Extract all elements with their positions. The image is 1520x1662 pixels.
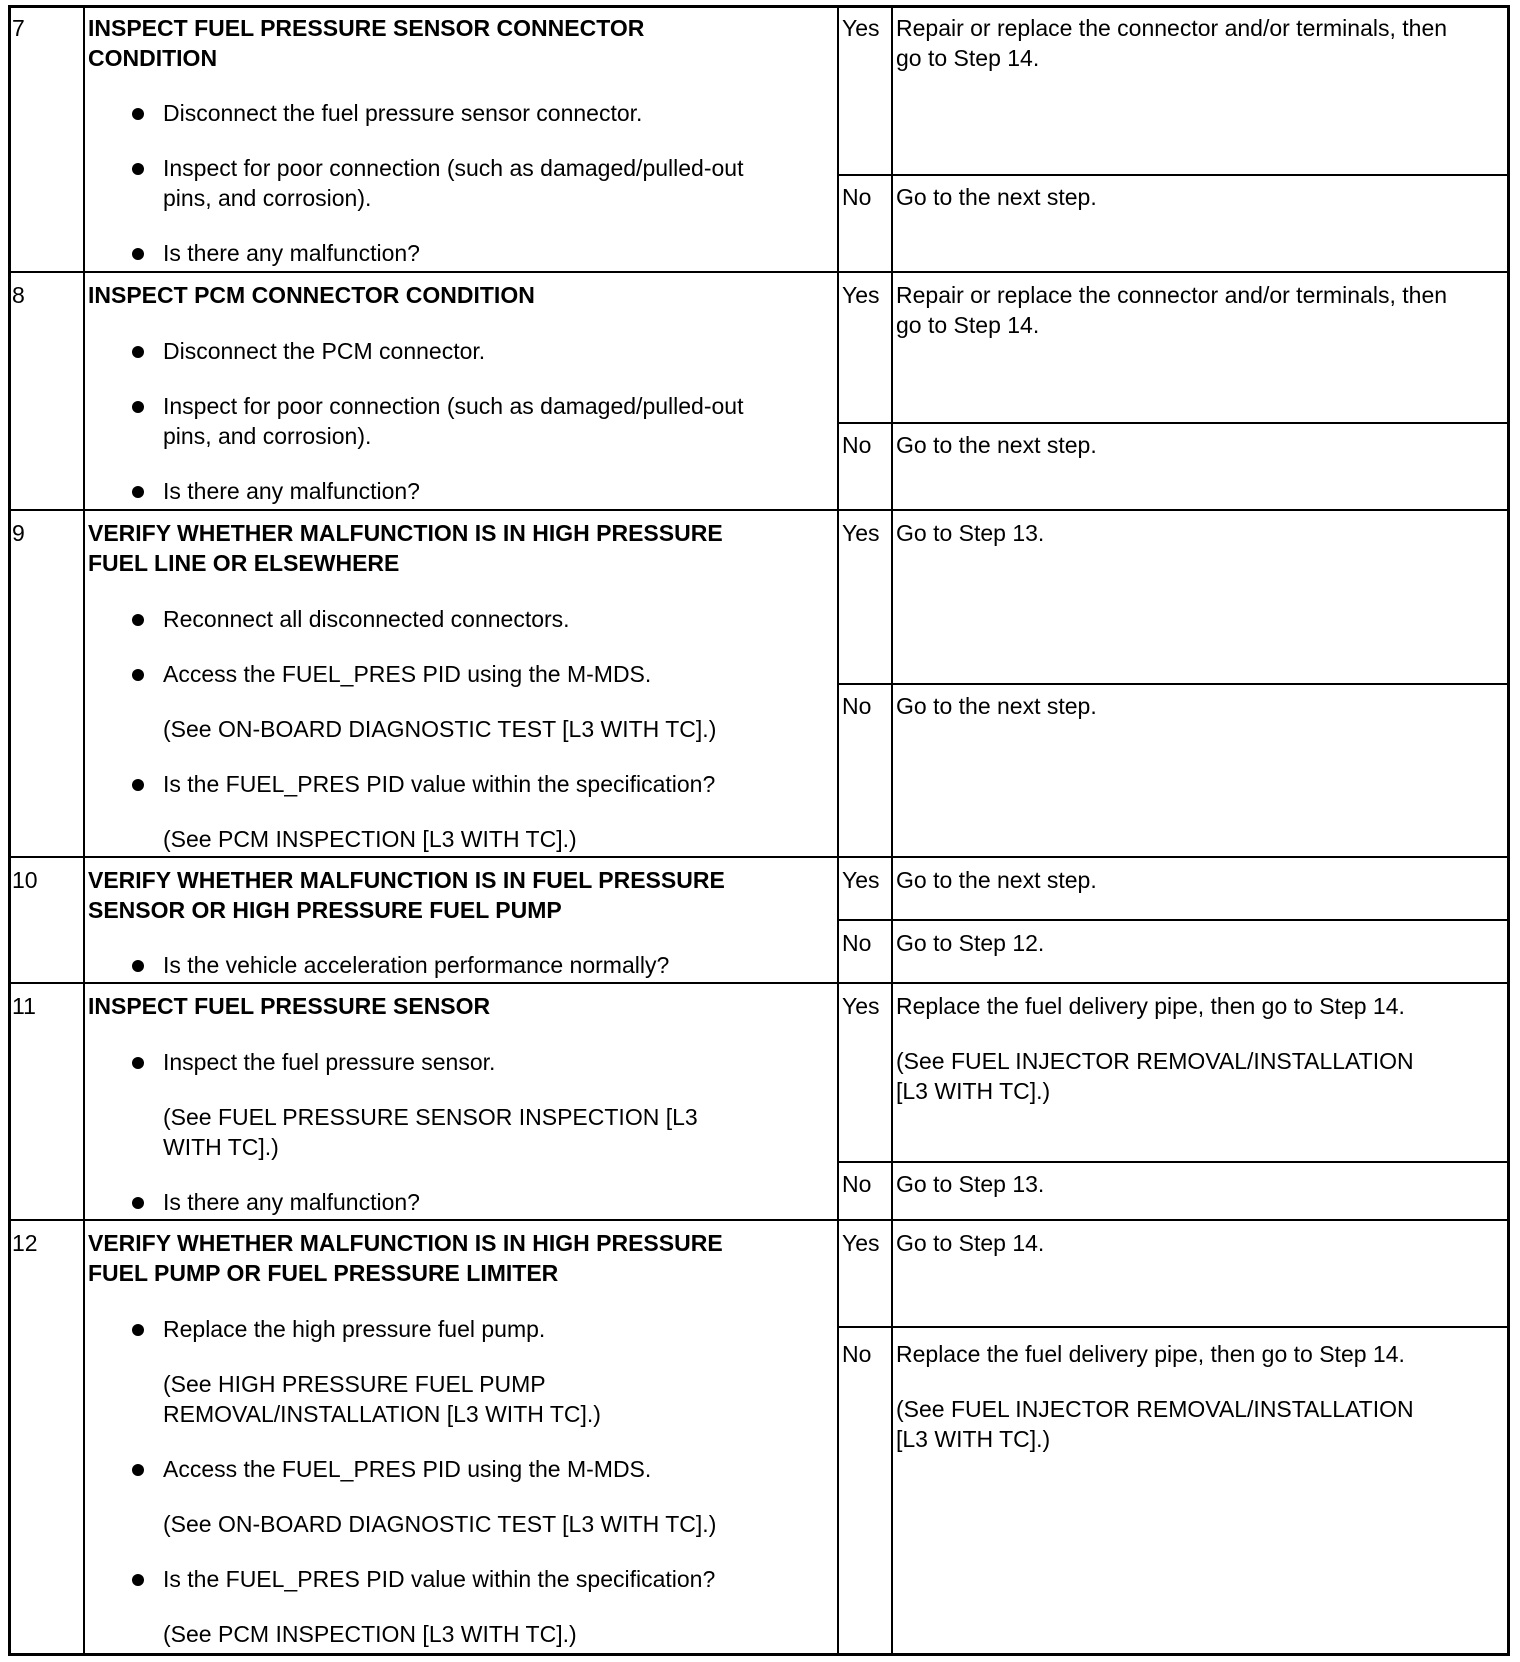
- step-instruction: Disconnect the fuel pressure sensor connector.: [163, 100, 643, 126]
- no-action: Go to Step 12.: [896, 930, 1045, 956]
- yes-label: Yes: [842, 15, 880, 41]
- step-number: 10: [12, 867, 38, 893]
- yes-label: Yes: [842, 282, 880, 308]
- bullet-icon: [132, 1057, 144, 1069]
- column-divider: [891, 8, 893, 1653]
- step-title: VERIFY WHETHER MALFUNCTION IS IN FUEL PRESSURE: [88, 867, 725, 893]
- no-reference: [L3 WITH TC].): [896, 1426, 1051, 1452]
- step-instruction: Is the FUEL_PRES PID value within the specification?: [163, 771, 716, 797]
- step-instruction: Is there any malfunction?: [163, 240, 420, 266]
- step-instruction: Access the FUEL_PRES PID using the M-MDS.: [163, 1456, 652, 1482]
- yes-reference: (See FUEL INJECTOR REMOVAL/INSTALLATION: [896, 1048, 1414, 1074]
- bullet-icon: [132, 1574, 144, 1586]
- step-reference: (See ON-BOARD DIAGNOSTIC TEST [L3 WITH TC].): [163, 1511, 717, 1537]
- step-title: SENSOR OR HIGH PRESSURE FUEL PUMP: [88, 897, 562, 923]
- bullet-icon: [132, 960, 144, 972]
- bullet-icon: [132, 248, 144, 260]
- step-instruction: Inspect for poor connection (such as damaged/pulled-out: [163, 155, 744, 181]
- yes-action: Repair or replace the connector and/or terminals, then: [896, 15, 1448, 41]
- step-number: 12: [12, 1230, 38, 1256]
- step-reference: WITH TC].): [163, 1134, 279, 1160]
- no-label: No: [842, 1171, 872, 1197]
- yes-label: Yes: [842, 867, 880, 893]
- no-action: Replace the fuel delivery pipe, then go to Step 14.: [896, 1341, 1405, 1367]
- yes-reference: [L3 WITH TC].): [896, 1078, 1051, 1104]
- yes-action: Replace the fuel delivery pipe, then go to Step 14.: [896, 993, 1405, 1019]
- yes-no-divider: [837, 422, 1507, 424]
- step-instruction: Replace the high pressure fuel pump.: [163, 1316, 546, 1342]
- step-number: 9: [12, 520, 25, 546]
- step-instruction: Is the FUEL_PRES PID value within the specification?: [163, 1566, 716, 1592]
- row-divider: [11, 509, 1507, 511]
- row-divider: [11, 1219, 1507, 1221]
- step-reference: (See PCM INSPECTION [L3 WITH TC].): [163, 826, 577, 852]
- no-label: No: [842, 432, 872, 458]
- step-instruction: Disconnect the PCM connector.: [163, 338, 486, 364]
- step-title: FUEL LINE OR ELSEWHERE: [88, 550, 400, 576]
- bullet-icon: [132, 401, 144, 413]
- yes-label: Yes: [842, 1230, 880, 1256]
- step-number: 8: [12, 282, 25, 308]
- bullet-icon: [132, 1464, 144, 1476]
- step-title: INSPECT FUEL PRESSURE SENSOR CONNECTOR: [88, 15, 645, 41]
- bullet-icon: [132, 346, 144, 358]
- yes-action: go to Step 14.: [896, 45, 1040, 71]
- step-number: 11: [12, 993, 36, 1019]
- step-instruction: pins, and corrosion).: [163, 185, 372, 211]
- bullet-icon: [132, 486, 144, 498]
- yes-no-divider: [837, 919, 1507, 921]
- bullet-icon: [132, 1197, 144, 1209]
- step-instruction: Is there any malfunction?: [163, 478, 420, 504]
- no-reference: (See FUEL INJECTOR REMOVAL/INSTALLATION: [896, 1396, 1414, 1422]
- yes-action: Go to the next step.: [896, 867, 1097, 893]
- step-number: 7: [12, 15, 25, 41]
- no-action: Go to the next step.: [896, 432, 1097, 458]
- step-title: FUEL PUMP OR FUEL PRESSURE LIMITER: [88, 1260, 559, 1286]
- step-title: INSPECT PCM CONNECTOR CONDITION: [88, 282, 535, 308]
- yes-no-divider: [837, 683, 1507, 685]
- step-reference: (See ON-BOARD DIAGNOSTIC TEST [L3 WITH TC].): [163, 716, 717, 742]
- yes-action: Go to Step 13.: [896, 520, 1045, 546]
- step-instruction: Inspect for poor connection (such as damaged/pulled-out: [163, 393, 744, 419]
- step-title: CONDITION: [88, 45, 218, 71]
- bullet-icon: [132, 1324, 144, 1336]
- no-action: Go to the next step.: [896, 693, 1097, 719]
- yes-label: Yes: [842, 520, 880, 546]
- row-divider: [11, 271, 1507, 273]
- step-instruction: Is the vehicle acceleration performance normally?: [163, 952, 670, 978]
- step-reference: (See PCM INSPECTION [L3 WITH TC].): [163, 1621, 577, 1647]
- bullet-icon: [132, 108, 144, 120]
- bullet-icon: [132, 669, 144, 681]
- step-title: INSPECT FUEL PRESSURE SENSOR: [88, 993, 491, 1019]
- step-instruction: Reconnect all disconnected connectors.: [163, 606, 570, 632]
- row-divider: [11, 982, 1507, 984]
- step-title: VERIFY WHETHER MALFUNCTION IS IN HIGH PRESSURE: [88, 520, 723, 546]
- no-label: No: [842, 693, 872, 719]
- yes-action: Repair or replace the connector and/or terminals, then: [896, 282, 1448, 308]
- row-divider: [11, 856, 1507, 858]
- yes-no-divider: [837, 1161, 1507, 1163]
- step-instruction: Is there any malfunction?: [163, 1189, 420, 1215]
- step-reference: (See FUEL PRESSURE SENSOR INSPECTION [L3: [163, 1104, 698, 1130]
- yes-no-divider: [837, 1326, 1507, 1328]
- bullet-icon: [132, 163, 144, 175]
- yes-action: go to Step 14.: [896, 312, 1040, 338]
- no-label: No: [842, 1341, 872, 1367]
- step-instruction: pins, and corrosion).: [163, 423, 372, 449]
- step-reference: REMOVAL/INSTALLATION [L3 WITH TC].): [163, 1401, 601, 1427]
- step-instruction: Inspect the fuel pressure sensor.: [163, 1049, 496, 1075]
- column-divider: [837, 8, 839, 1653]
- bullet-icon: [132, 779, 144, 791]
- column-divider: [83, 8, 85, 1653]
- no-action: Go to Step 13.: [896, 1171, 1045, 1197]
- no-label: No: [842, 184, 872, 210]
- step-instruction: Access the FUEL_PRES PID using the M-MDS.: [163, 661, 652, 687]
- bullet-icon: [132, 614, 144, 626]
- no-action: Go to the next step.: [896, 184, 1097, 210]
- yes-label: Yes: [842, 993, 880, 1019]
- no-label: No: [842, 930, 872, 956]
- step-reference: (See HIGH PRESSURE FUEL PUMP: [163, 1371, 546, 1397]
- step-title: VERIFY WHETHER MALFUNCTION IS IN HIGH PRESSURE: [88, 1230, 723, 1256]
- yes-action: Go to Step 14.: [896, 1230, 1045, 1256]
- yes-no-divider: [837, 174, 1507, 176]
